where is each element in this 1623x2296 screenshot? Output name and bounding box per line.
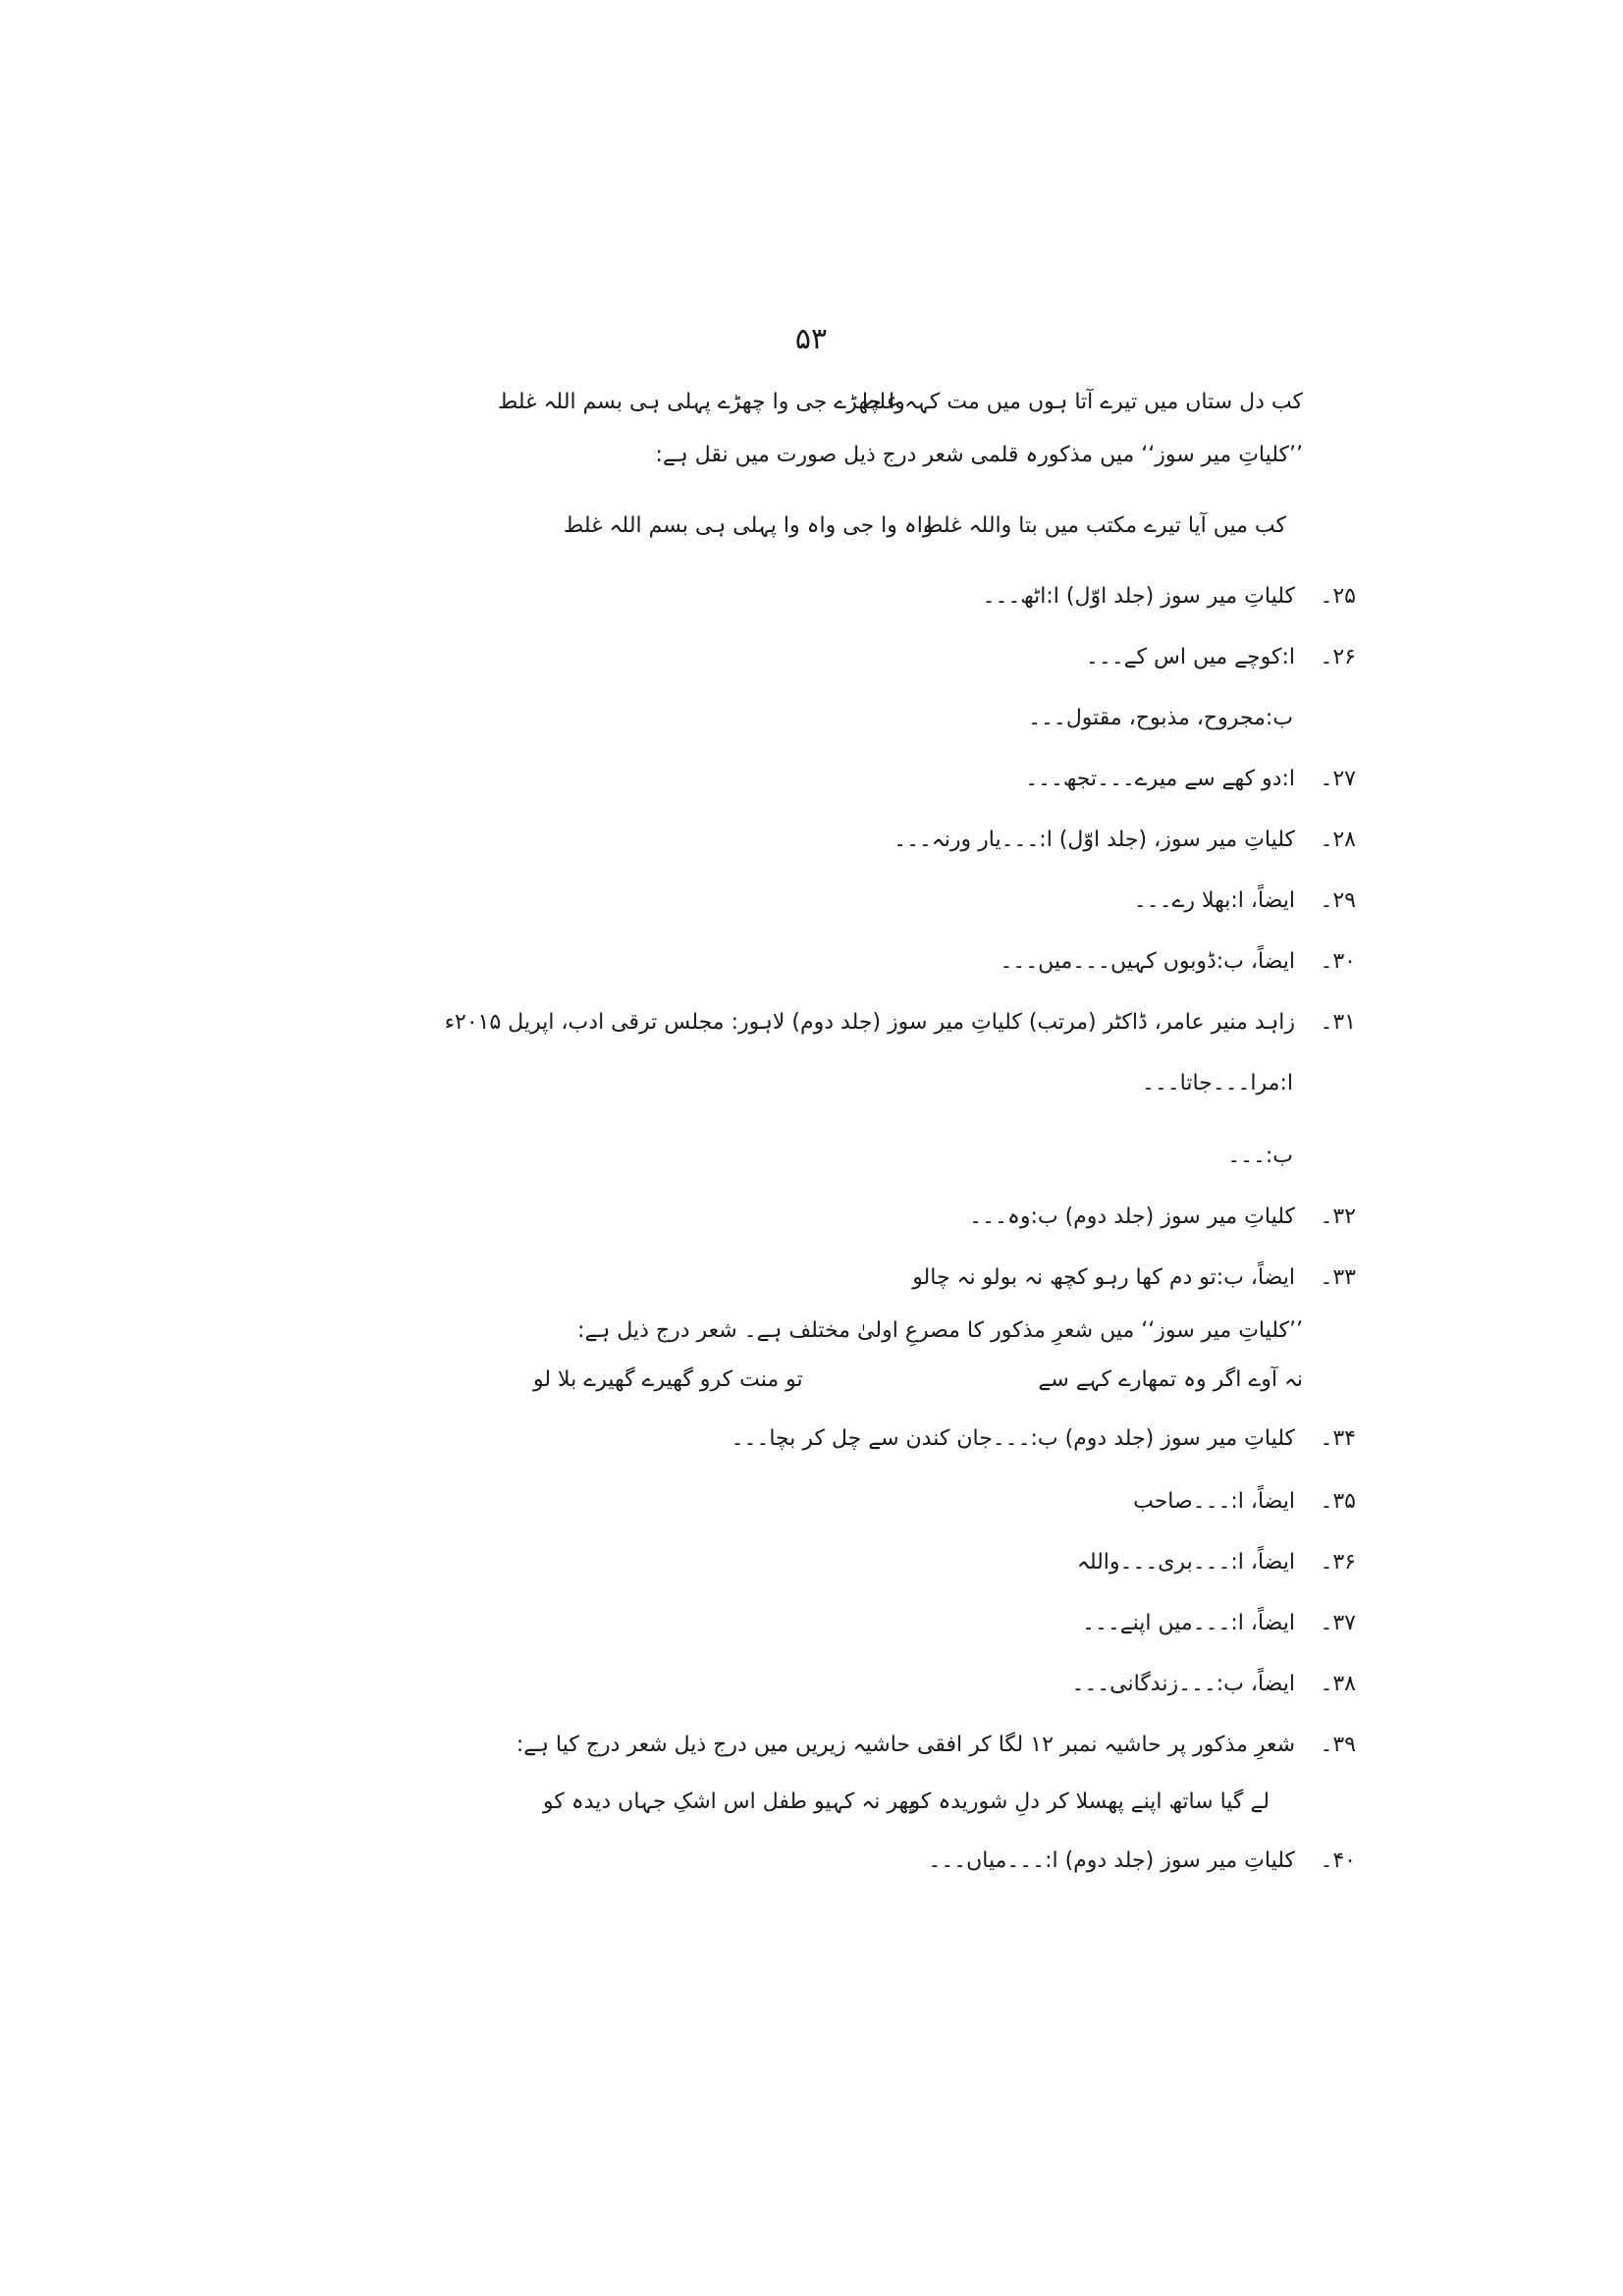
footnote-38: ۳۸۔ایضاً، ب:۔۔۔زندگانی۔۔۔ bbox=[1071, 1672, 1356, 1696]
footnote-26: ۲۶۔ا:کوچے میں اس کے۔۔۔ bbox=[1085, 645, 1356, 669]
verse-hemistich-2: پھر نہ کہیو طفل اس اشکِ جہاں دیدہ کو bbox=[543, 1789, 915, 1814]
footnote-31-b: ب:۔۔۔ bbox=[1227, 1144, 1293, 1168]
footnote-31-a: ا:مرا۔۔۔جاتا۔۔۔ bbox=[1141, 1071, 1293, 1095]
opening-verse bbox=[498, 385, 1303, 420]
footnote-27: ۲۷۔ا:دو کھے سے میرے۔۔۔تجھ۔۔۔ bbox=[1025, 767, 1356, 791]
verse-hemistich-2: وا چھڑے جی وا چھڑے پہلی ہی بسم اللہ غلط bbox=[498, 390, 905, 414]
footnote-32: ۳۲۔کلیاتِ میر سوز (جلد دوم) ب:وہ۔۔۔ bbox=[969, 1204, 1356, 1229]
footnote-40: ۴۰۔کلیاتِ میر سوز (جلد دوم) ا:۔۔۔میاں۔۔۔ bbox=[928, 1848, 1356, 1873]
verse-33 bbox=[533, 1362, 1303, 1398]
footnote-26-b: ب:مجروح، مذبوح، مقتول۔۔۔ bbox=[1028, 706, 1293, 730]
footnote-30: ۳۰۔ایضاً، ب:ڈوبوں کہیں۔۔۔میں۔۔۔ bbox=[1000, 949, 1356, 974]
footnote-31: ۳۱۔زاہد منیر عامر، ڈاکٹر (مرتب) کلیاتِ میر سوز (جلد دوم) لاہور: مجلس ترقی ادب، اپریل ۲۰۱۵ء bbox=[444, 1010, 1356, 1035]
verse-hemistich-2: واہ وا جی واہ وا پہلی ہی بسم اللہ غلط bbox=[564, 513, 934, 538]
footnote-37: ۳۷۔ایضاً، ا:۔۔۔میں اپنے۔۔۔ bbox=[1082, 1611, 1356, 1635]
variant-verse bbox=[564, 508, 1286, 544]
footnote-36: ۳۶۔ایضاً، ا:۔۔۔بری۔۔۔واللہ bbox=[1076, 1550, 1356, 1575]
footnote-34: ۳۴۔کلیاتِ میر سوز (جلد دوم) ب:۔۔۔جان کندن سے چل کر بچا۔۔۔ bbox=[730, 1426, 1356, 1451]
verse-hemistich-2: تو منت کرو گھیرے گھیرے بلا لو bbox=[533, 1367, 803, 1392]
verse-hemistich-1: کب میں آیا تیرے مکتب میں بتا واللہ غلط bbox=[922, 513, 1286, 538]
intro-line: ’’کلیاتِ میر سوز‘‘ میں مذکورہ قلمی شعر درج ذیل صورت میں نقل ہے: bbox=[655, 443, 1303, 467]
verse-hemistich-1: نہ آوے اگر وہ تمھارے کہے سے bbox=[1038, 1367, 1303, 1392]
footnote-39: ۳۹۔شعرِ مذکور پر حاشیہ نمبر ۱۲ لگا کر افقی حاشیہ زیریں میں درج ذیل شعر درج کیا ہے: bbox=[515, 1733, 1356, 1757]
footnote-33: ۳۳۔ایضاً، ب:تو دم کھا رہو کچھ نہ بولو نہ چالو bbox=[912, 1265, 1356, 1290]
footnote-29: ۲۹۔ایضاً، ا:بھلا رے۔۔۔ bbox=[1133, 888, 1356, 913]
footnote-25: ۲۵۔کلیاتِ میر سوز (جلد اوّل) ا:اٹھ۔۔۔ bbox=[982, 584, 1356, 609]
page-number: ۵۳ bbox=[794, 322, 828, 356]
verse-hemistich-1: کب دل ستاں میں تیرے آتا ہوں میں مت کہہ غلط bbox=[858, 390, 1303, 414]
verse-39 bbox=[543, 1785, 1270, 1820]
footnote-28: ۲۸۔کلیاتِ میر سوز، (جلد اوّل) ا:۔۔۔یار ورنہ۔۔۔ bbox=[893, 828, 1356, 852]
footnote-35: ۳۵۔ایضاً، ا:۔۔۔صاحب bbox=[1133, 1489, 1356, 1514]
verse-hemistich-1: لے گیا ساتھ اپنے پھسلا کر دلِ شوریدہ کو bbox=[909, 1789, 1270, 1814]
note-33: ’’کلیاتِ میر سوز‘‘ میں شعرِ مذکور کا مصرعِ اولیٰ مختلف ہے۔ شعر درج ذیل ہے: bbox=[577, 1318, 1303, 1343]
